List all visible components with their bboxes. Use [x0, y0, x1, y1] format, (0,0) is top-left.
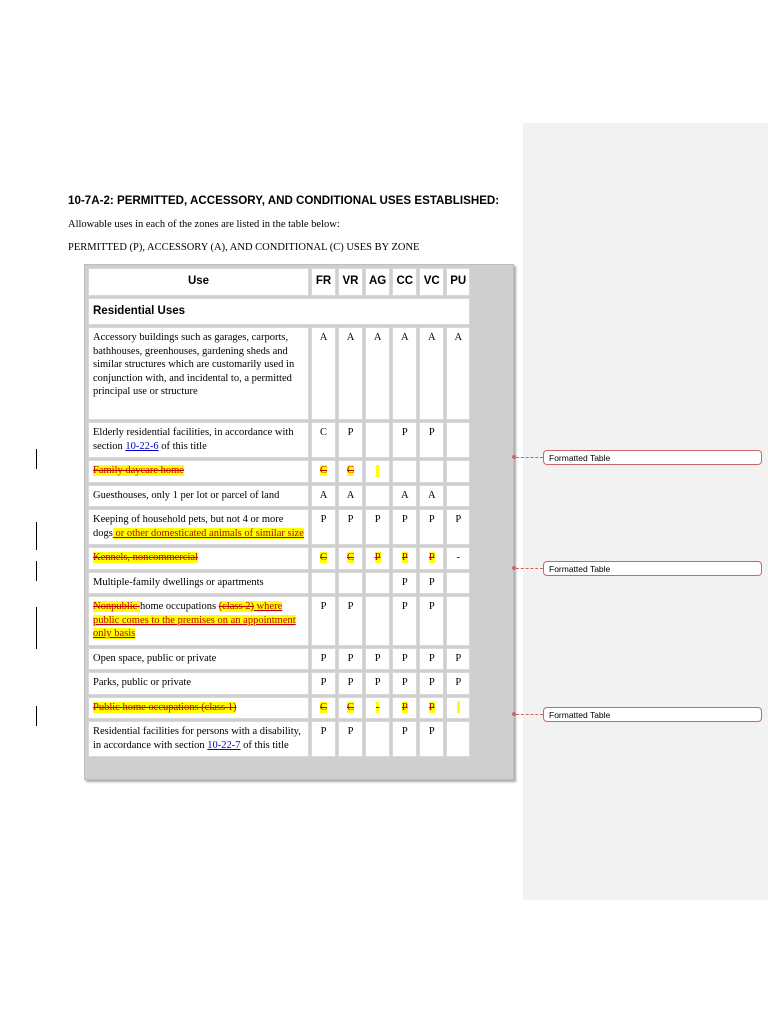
- deleted-text: Nonpublic: [93, 601, 140, 612]
- value-cell: A: [419, 485, 444, 508]
- value-cell: [338, 460, 363, 483]
- value-cell: P: [338, 509, 363, 545]
- deleted-text: C: [319, 552, 327, 563]
- use-text: Residential facilities for persons with a disability, in accordance with section: [93, 726, 301, 751]
- change-bar: [36, 607, 37, 649]
- value-cell: [338, 547, 363, 570]
- comment-balloon[interactable]: Formatted Table: [543, 561, 762, 576]
- use-text: Keeping of household pets, but not 4 or more dogs: [93, 514, 284, 539]
- value-cell: A: [311, 485, 336, 508]
- value-cell: P: [311, 509, 336, 545]
- uses-table: [86, 266, 472, 759]
- table-caption: PERMITTED (P), ACCESSORY (A), AND CONDITIONAL (C) USES BY ZONE: [68, 242, 420, 253]
- value-cell: A: [392, 485, 417, 508]
- deleted-text: P: [401, 701, 408, 713]
- header-ag: AG: [365, 268, 390, 296]
- comment-leader: [516, 568, 543, 569]
- deleted-text: P: [428, 552, 435, 563]
- use-text: of this title: [158, 440, 207, 452]
- highlight-mark: [376, 465, 379, 477]
- table-row: [88, 596, 470, 646]
- deleted-text: Kennels, noncommercial: [93, 552, 198, 563]
- table-row: [88, 422, 470, 458]
- value-cell: -: [446, 547, 470, 570]
- table-row: [88, 572, 470, 595]
- value-cell: [365, 460, 390, 483]
- table-row: [88, 327, 470, 420]
- value-cell: [365, 485, 390, 508]
- section-row: [88, 298, 470, 326]
- header-vr: VR: [338, 268, 363, 296]
- value-cell: [365, 596, 390, 646]
- value-cell: [419, 547, 444, 570]
- deleted-text: C: [346, 701, 354, 713]
- deleted-text: C: [319, 465, 327, 476]
- value-cell: P: [311, 672, 336, 695]
- value-cell: A: [365, 327, 390, 420]
- use-cell: Open space, public or private: [88, 648, 309, 671]
- value-cell: A: [338, 485, 363, 508]
- comment-leader: [516, 457, 543, 458]
- value-cell: [311, 547, 336, 570]
- value-cell: [338, 697, 363, 720]
- header-fr: FR: [311, 268, 336, 296]
- section-link-10-22-7[interactable]: 10-22-7: [207, 739, 241, 751]
- value-cell: P: [392, 672, 417, 695]
- use-cell: Parks, public or private: [88, 672, 309, 695]
- value-cell: P: [446, 648, 470, 671]
- change-bar: [36, 449, 37, 469]
- highlight-mark: [457, 701, 460, 713]
- value-cell: P: [392, 509, 417, 545]
- value-cell: [419, 697, 444, 720]
- value-cell: [365, 547, 390, 570]
- value-cell: [446, 485, 470, 508]
- value-cell: P: [392, 422, 417, 458]
- header-cc: CC: [392, 268, 417, 296]
- deleted-text: C: [346, 552, 354, 563]
- value-cell: [365, 721, 390, 757]
- header-use: Use: [88, 268, 309, 296]
- table-header-row: [88, 268, 470, 296]
- value-cell: A: [311, 327, 336, 420]
- section-heading: 10-7A-2: PERMITTED, ACCESSORY, AND CONDITIONAL USES ESTABLISHED:: [68, 194, 500, 207]
- use-text: of this title: [240, 739, 289, 751]
- use-cell: [88, 547, 309, 570]
- deleted-text: P: [428, 701, 435, 713]
- value-cell: A: [446, 327, 470, 420]
- table-row: [88, 509, 470, 545]
- value-cell: P: [419, 572, 444, 595]
- value-cell: [446, 697, 470, 720]
- change-bar: [36, 561, 37, 581]
- value-cell: [446, 422, 470, 458]
- header-vc: VC: [419, 268, 444, 296]
- use-cell: [88, 596, 309, 646]
- value-cell: A: [338, 327, 363, 420]
- change-bar: [36, 706, 37, 726]
- deleted-text: Family daycare home: [93, 465, 184, 476]
- use-cell: [88, 422, 309, 458]
- value-cell: P: [392, 596, 417, 646]
- value-cell: C: [311, 422, 336, 458]
- value-cell: [311, 460, 336, 483]
- use-text: home occupations: [139, 601, 219, 612]
- value-cell: [311, 572, 336, 595]
- value-cell: [446, 721, 470, 757]
- section-residential-uses: Residential Uses: [88, 298, 470, 326]
- deleted-text: Public home occupations (class 1): [93, 701, 237, 713]
- value-cell: P: [338, 648, 363, 671]
- value-cell: P: [392, 572, 417, 595]
- use-text: Elderly residential facilities, in accordance with section: [93, 427, 294, 452]
- table-row: [88, 648, 470, 671]
- table-row: [88, 485, 470, 508]
- header-pu: PU: [446, 268, 470, 296]
- table-row: [88, 672, 470, 695]
- intro-text: Allowable uses in each of the zones are listed in the table below:: [68, 219, 340, 230]
- value-cell: P: [419, 596, 444, 646]
- value-cell: [392, 697, 417, 720]
- comment-balloon[interactable]: Formatted Table: [543, 450, 762, 465]
- deleted-text: C: [319, 701, 327, 713]
- deleted-text: (class 2): [218, 601, 254, 612]
- value-cell: P: [365, 648, 390, 671]
- value-cell: P: [392, 648, 417, 671]
- value-cell: [365, 422, 390, 458]
- use-cell: Multiple-family dwellings or apartments: [88, 572, 309, 595]
- value-cell: P: [446, 509, 470, 545]
- value-cell: [446, 572, 470, 595]
- value-cell: P: [446, 672, 470, 695]
- value-cell: P: [311, 721, 336, 757]
- value-cell: P: [338, 422, 363, 458]
- value-cell: [365, 572, 390, 595]
- markup-pane: [523, 123, 768, 900]
- inserted-text: or other domesticated animals of similar size: [112, 527, 304, 539]
- value-cell: A: [419, 327, 444, 420]
- use-cell: [88, 509, 309, 545]
- value-cell: P: [338, 721, 363, 757]
- table-row-deleted: [88, 547, 470, 570]
- value-cell: P: [338, 596, 363, 646]
- value-cell: P: [419, 672, 444, 695]
- comment-balloon[interactable]: Formatted Table: [543, 707, 762, 722]
- value-cell: [446, 460, 470, 483]
- value-cell: [365, 697, 390, 720]
- value-cell: P: [365, 672, 390, 695]
- value-cell: P: [419, 509, 444, 545]
- comment-leader: [516, 714, 543, 715]
- table-row: [88, 721, 470, 757]
- use-cell: [88, 697, 309, 720]
- use-cell: [88, 721, 309, 757]
- section-link-10-22-6[interactable]: 10-22-6: [125, 440, 159, 452]
- table-row-deleted: [88, 697, 470, 720]
- value-cell: [392, 547, 417, 570]
- deleted-text: P: [401, 552, 408, 563]
- value-cell: [419, 460, 444, 483]
- value-cell: P: [419, 422, 444, 458]
- use-cell: Guesthouses, only 1 per lot or parcel of land: [88, 485, 309, 508]
- value-cell: [446, 596, 470, 646]
- deleted-text: C: [346, 465, 354, 476]
- value-cell: [338, 572, 363, 595]
- value-cell: A: [392, 327, 417, 420]
- change-bar: [36, 522, 37, 550]
- value-cell: P: [392, 721, 417, 757]
- deleted-text: P: [374, 552, 381, 563]
- value-cell: P: [419, 721, 444, 757]
- value-cell: P: [311, 648, 336, 671]
- value-cell: P: [311, 596, 336, 646]
- value-cell: [311, 697, 336, 720]
- value-cell: P: [338, 672, 363, 695]
- deleted-text: -: [375, 701, 380, 713]
- value-cell: [392, 460, 417, 483]
- inserted-text: where public comes to the premises on an appointment only basis: [93, 601, 296, 639]
- value-cell: P: [365, 509, 390, 545]
- table-row-deleted: [88, 460, 470, 483]
- value-cell: P: [419, 648, 444, 671]
- use-cell: Accessory buildings such as garages, carports, bathhouses, greenhouses, gardening sheds and similar structures which are customarily used in conjunction with, and incidental to, a permitted principal use or structure: [88, 327, 309, 420]
- use-cell: [88, 460, 309, 483]
